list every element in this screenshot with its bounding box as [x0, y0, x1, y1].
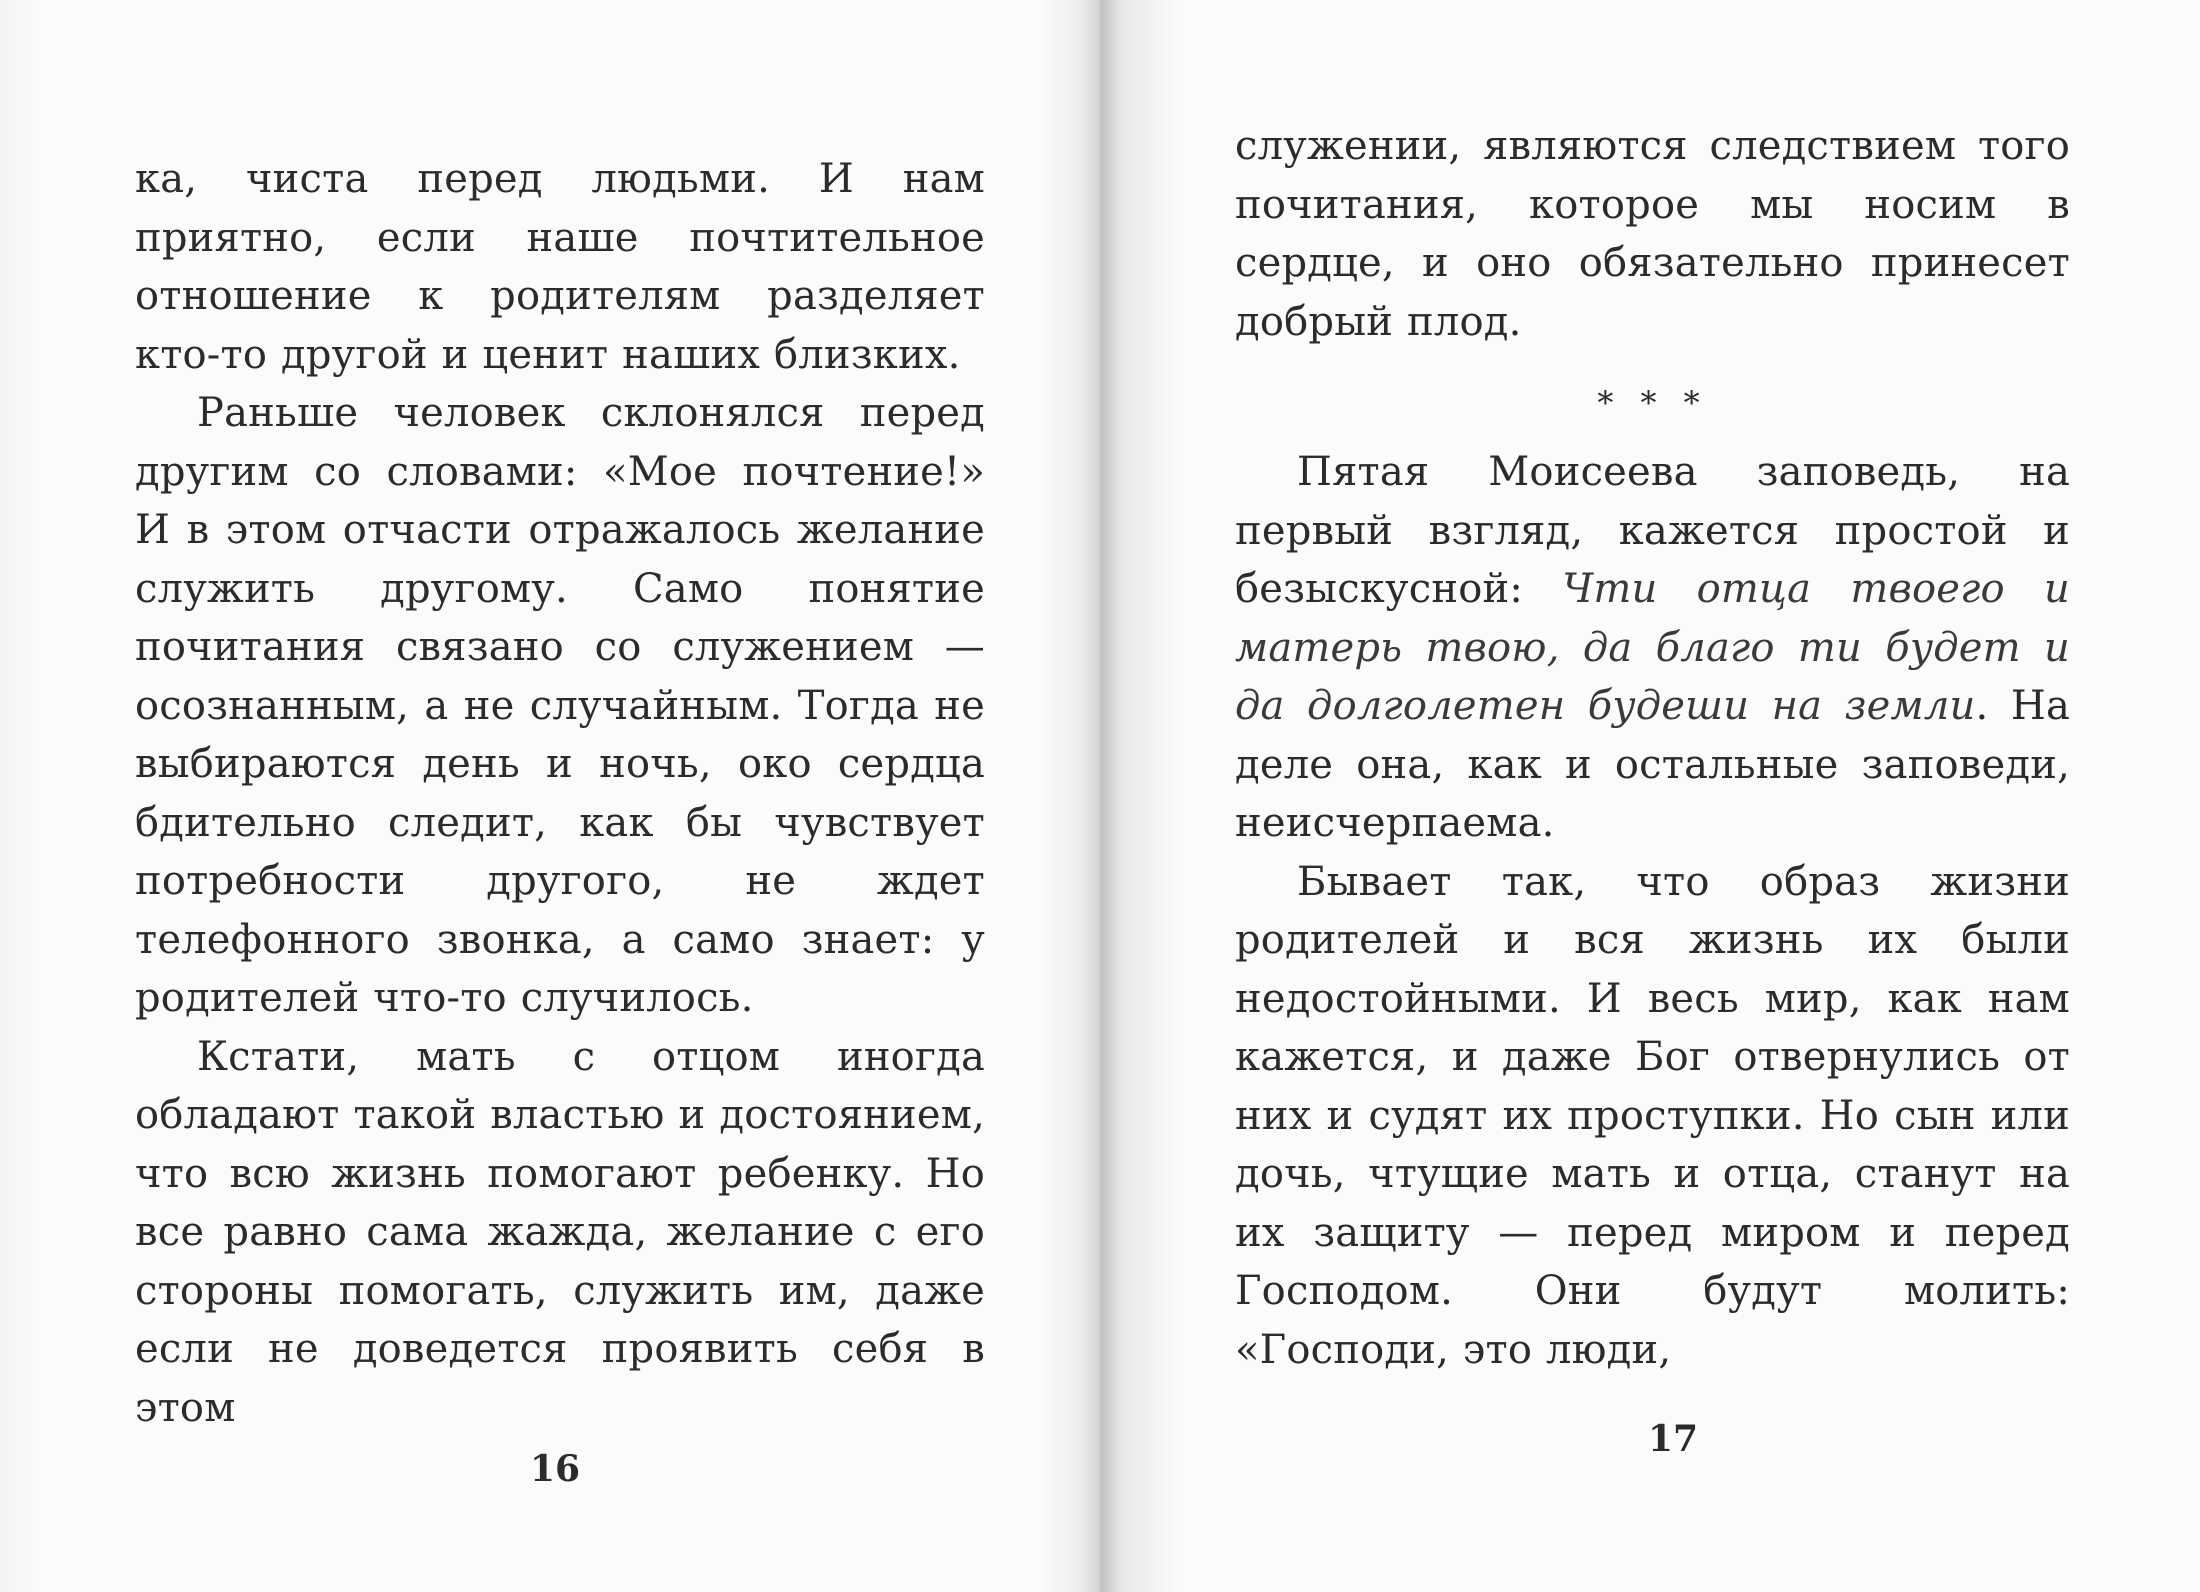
left-page-text [135, 150, 985, 1437]
paragraph-tail: . На деле она, как и остальные заповеди, неисчерпаема. [1235, 683, 2070, 846]
paragraph-lead: Пятая Моисеева заповедь, на первый взгляд, кажется простой и безыскусной: [1235, 449, 2070, 612]
paragraph: Бывает так, что образ жизни родителей и вся жизнь их были недостойными. И весь мир, как нам кажется, и даже Бог отвернулись от них и судят их проступки. Но сын или дочь, чтущие мать и отца, станут на их защиту — перед миром и перед Господом. Они будут молить: «Господи, это люди, [1235, 858, 2070, 1373]
paragraph: служении, являются следствием того почитания, которое мы носим в сердце, и оно обязательно принесет добрый плод. [1235, 123, 2070, 345]
scripture-quote: Чти отца твоего и матерь твою, да благо ти будет и да долголетен будеши на земли [1235, 566, 2070, 729]
page-number: 17 [1648, 1418, 1699, 1460]
paragraph [1235, 443, 2070, 853]
right-page-text [1235, 117, 2070, 1379]
paragraph: Раньше человек склонялся перед другим со словами: «Мое почтение!» И в этом отчасти отражалось желание служить другому. Само понятие почитания связано со служением — осознанным, а не случайным. Тогда не выбираются день и ночь, око сердца бдительно следит, как бы чувствует потребности другого, не ждет телефонного звонка, а само знает: у родителей что-то случилось. [135, 390, 985, 1021]
page-number: 16 [530, 1448, 581, 1490]
right-page [1100, 0, 2200, 1592]
paragraph: ка, чиста перед людьми. И нам приятно, если наше почтительное отношение к родителям разделяет кто-то другой и ценит наших близких. [135, 156, 985, 378]
paragraph: Кстати, мать с отцом иногда обладают такой властью и достоянием, что всю жизнь помогают ребенку. Но все равно сама жажда, желание с его стороны помогать, служить им, даже если не доведется проявить себя в этом [135, 1033, 985, 1431]
section-separator: * * * [1597, 384, 1708, 422]
book-gutter [1080, 0, 1120, 1592]
